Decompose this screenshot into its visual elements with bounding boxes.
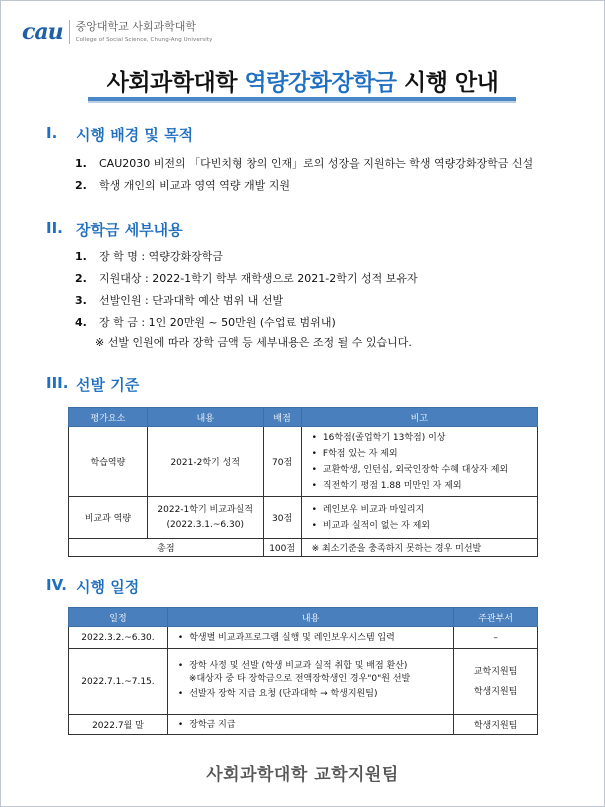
schedule-item: • 장학금 지급 [178,717,453,733]
list-text: 장 학 명 : 역량강화장학금 [99,250,223,263]
list-number: 2. [75,271,87,285]
remark-item: • 16학점(졸업학기 13학점) 이상 [312,430,537,446]
schedule-subnote: ※대상자 중 타 장학금으로 전액장학생인 경우"0"원 선발 [188,674,411,684]
list-text: CAU2030 비전의 「다빈치형 창의 인재」로의 성장을 지원하는 학생 역량강화장학금 신설 [99,157,534,170]
title-pre: 사회과학대학 [106,70,245,96]
table-cell: 학습역량 [69,427,148,497]
table-cell: ※ 최소기준을 충족하지 못하는 경우 미선발 [301,539,537,557]
title-underline-shadow [88,101,516,103]
table-cell [167,715,453,735]
table-row [69,497,538,539]
document-title [0,64,605,97]
logo-divider [69,20,70,44]
table-cell: 2022.7.1.~7.15. [69,649,168,715]
title-highlight: 역량강화장학금 [244,70,397,96]
table-row [69,427,538,497]
table-row [69,627,538,649]
table-cell: 총점 [69,539,264,557]
table-row [69,715,538,735]
dept-line: 학생지원팀 [473,686,518,697]
table-cell [147,497,263,539]
table-cell [167,649,453,715]
table-cell [454,649,538,715]
section-heading-details [46,219,183,240]
section-number: III. [46,374,69,392]
cau-logo-mark [22,20,63,44]
list-item [75,289,418,311]
list-text: 학생 개인의 비교과 영역 역량 개발 지원 [99,179,290,192]
table-row [69,649,538,715]
list-text: 지원대상 : 2022-1학기 학부 재학생으로 2021-2학기 성적 보유자 [99,272,418,285]
list-number: 1. [75,156,87,170]
list-text: 장 학 금 : 1인 20만원 ~ 50만원 (수업료 범위내) [99,316,336,329]
remark-item: • 교환학생, 인턴십, 외국인장학 수혜 대상자 제외 [312,462,537,478]
section-title: 선발 기준 [76,376,140,394]
table-cell: 2022.3.2.~6.30. [69,627,168,649]
remark-item: • F학점 있는 자 제외 [312,446,537,462]
column-header: 주관부서 [454,608,538,627]
table-total-row [69,539,538,557]
remark-item: • 비교과 실적이 없는 자 제외 [312,518,537,534]
list-number: 1. [75,249,87,263]
university-logo [22,20,212,50]
table-cell: 2021-2학기 성적 [147,427,263,497]
table-cell-remarks [301,427,537,497]
list-item [75,152,533,174]
section-number: IV. [46,576,67,594]
logo-name-kr: 중앙대학교 사회과학대학 [75,20,197,33]
table-header-row [69,608,538,627]
table-cell: 비교과 역량 [69,497,148,539]
title-post: 시행 안내 [396,70,499,96]
schedule-item: • 선발자 장학 지급 요청 (단과대학 → 학생지원팀) [178,686,453,703]
section-title: 시행 일정 [76,578,140,596]
column-header: 배점 [263,408,301,427]
schedule-item: • 학생별 비교과프로그램 실행 및 레인보우시스템 입력 [178,630,453,646]
cell-line: 2022-1학기 비교과실적 [157,504,254,515]
dept-line: 교학지원팀 [473,666,518,677]
table-cell: 학생지원팀 [454,715,538,735]
table-cell: – [454,627,538,649]
column-header: 비고 [301,408,537,427]
list-item [75,174,533,196]
list-item [75,245,418,267]
logo-text [76,20,213,44]
section-heading-background [46,124,193,145]
table-cell: 70점 [263,427,301,497]
list-note: ※ 선발 인원에 따라 장학 금액 등 세부내용은 조정 될 수 있습니다. [95,336,412,349]
section-heading-criteria [46,374,139,395]
column-header: 내용 [167,608,453,627]
list-text: 선발인원 : 단과대학 예산 범위 내 선발 [99,294,284,307]
section-title: 시행 배경 및 목적 [76,126,194,144]
table-cell: 2022.7월 말 [69,715,168,735]
table-cell-remarks [301,497,537,539]
table-header-row [69,408,538,427]
footer-department: 사회과학대학 교학지원팀 [206,765,399,785]
list-item [75,267,418,289]
schedule-table [68,607,538,735]
section-number: II. [46,219,63,237]
section-background-list [75,152,533,196]
table-cell [167,627,453,649]
list-number: 2. [75,178,87,192]
logo-name-en: College of Social Science, Chung-Ang University [75,37,213,43]
schedule-item: • 장학 사정 및 선발 (학생 비교과 실적 취합 및 배점 환산) [178,660,453,673]
list-number: 3. [75,293,87,307]
column-header: 평가요소 [69,408,148,427]
section-heading-schedule [46,576,139,597]
section-details-list [75,245,418,351]
list-item [75,311,418,333]
table-cell: 100점 [263,539,301,557]
table-cell: 30점 [263,497,301,539]
column-header: 일정 [69,608,168,627]
logo-mark-text: cau [22,19,63,45]
list-number: 4. [75,315,87,329]
remark-item: • 레인보우 비교과 마일리지 [312,502,537,518]
section-title: 장학금 세부내용 [76,221,183,239]
section-number: I. [46,124,58,142]
criteria-table [68,407,538,557]
cell-line: (2022.3.1.~6.30) [166,519,244,530]
column-header: 내용 [147,408,263,427]
remark-item: • 직전학기 평점 1.88 미만인 자 제외 [312,478,537,494]
